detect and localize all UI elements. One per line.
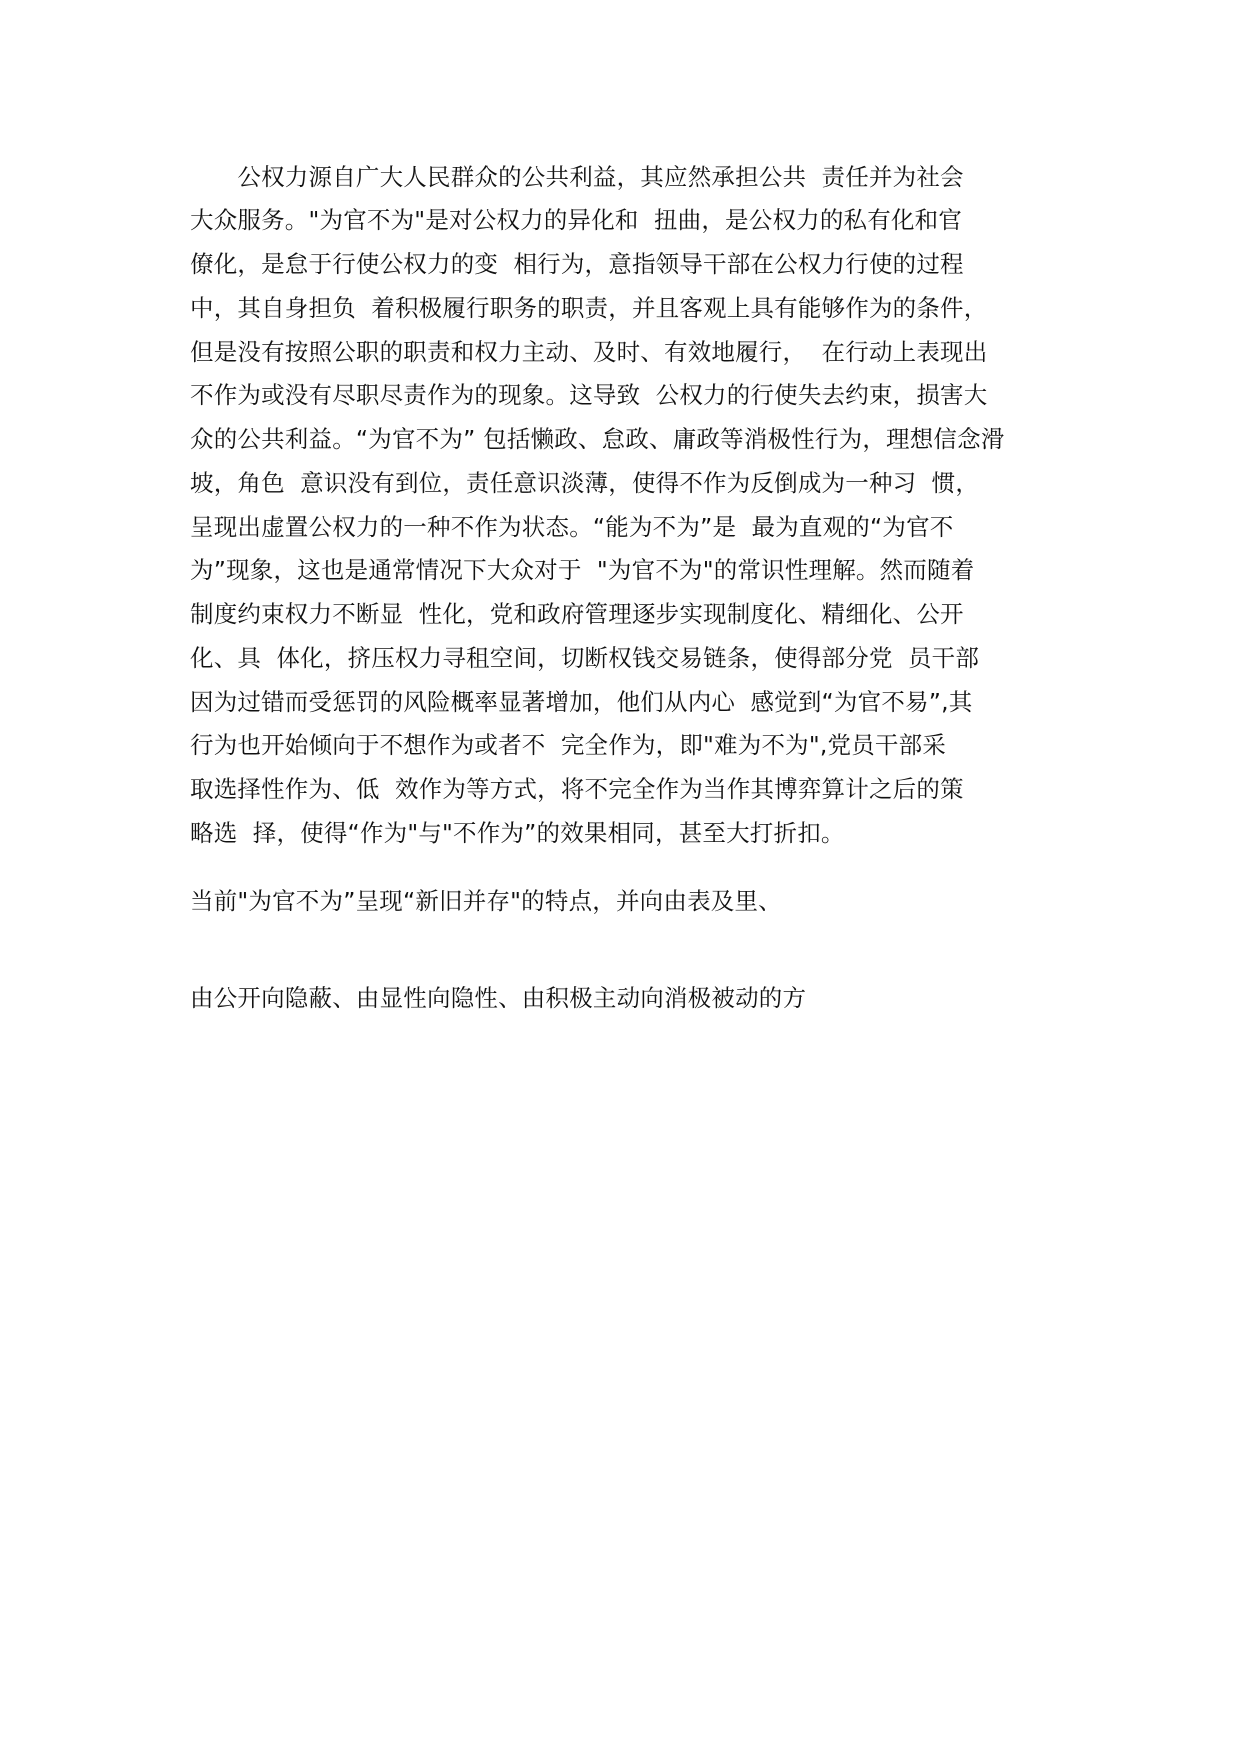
- paragraph-1-line-3: 僚化，是怠于行使公权力的变 相行为，意指领导干部在公权力行使的过程: [190, 250, 964, 278]
- paragraph-1-line-9: 呈现出虚置公权力的一种不作为状态。“能为不为”是 最为直观的“为官不: [190, 513, 954, 541]
- paragraph-1-line-13: 因为过错而受惩罚的风险概率显著增加，他们从内心 感觉到“为官不易”,其: [190, 688, 973, 716]
- paragraph-3: 由公开向隐蔽、由显性向隐性、由积极主动向消极被动的方: [190, 984, 807, 1012]
- paragraph-1-line-16: 略选 择，使得“作为"与"不作为”的效果相同，甚至大打折扣。: [190, 819, 845, 847]
- paragraph-2: 当前"为官不为”呈现“新旧并存"的特点，并向由表及里、: [190, 887, 782, 915]
- paragraph-1-line-10: 为”现象，这也是通常情况下大众对于 "为官不为"的常识性理解。然而随着: [190, 556, 975, 584]
- paragraph-1-line-12: 化、具 体化，挤压权力寻租空间，切断权钱交易链条，使得部分党 员干部: [190, 644, 980, 672]
- paragraph-1-line-7: 众的公共利益。“为官不为” 包括懒政、怠政、庸政等消极性行为，理想信念滑: [190, 425, 1005, 453]
- paragraph-1-line-1: 公权力源自广大人民群众的公共利益，其应然承担公共 责任并为社会: [190, 163, 964, 191]
- paragraph-1-line-4: 中，其自身担负 着积极履行职务的职责，并且客观上具有能够作为的条件，: [190, 294, 988, 322]
- paragraph-1-line-11: 制度约束权力不断显 性化，党和政府管理逐步实现制度化、精细化、公开: [190, 600, 964, 628]
- paragraph-1-line-5: 但是没有按照公职的职责和权力主动、及时、有效地履行， 在行动上表现出: [190, 338, 988, 366]
- paragraph-1-line-2: 大众服务。"为官不为"是对公权力的异化和 扭曲，是公权力的私有化和官: [190, 206, 963, 234]
- paragraph-1-line-6: 不作为或没有尽职尽责作为的现象。这导致 公权力的行使失去约束，损害大: [190, 381, 988, 409]
- paragraph-1-line-8: 坡，角色 意识没有到位，责任意识淡薄，使得不作为反倒成为一种习 惯，: [190, 469, 980, 497]
- paragraph-1-line-14: 行为也开始倾向于不想作为或者不 完全作为，即"难为不为",党员干部采: [190, 731, 947, 759]
- paragraph-1-line-15: 取选择性作为、低 效作为等方式，将不完全作为当作其博弈算计之后的策: [190, 775, 964, 803]
